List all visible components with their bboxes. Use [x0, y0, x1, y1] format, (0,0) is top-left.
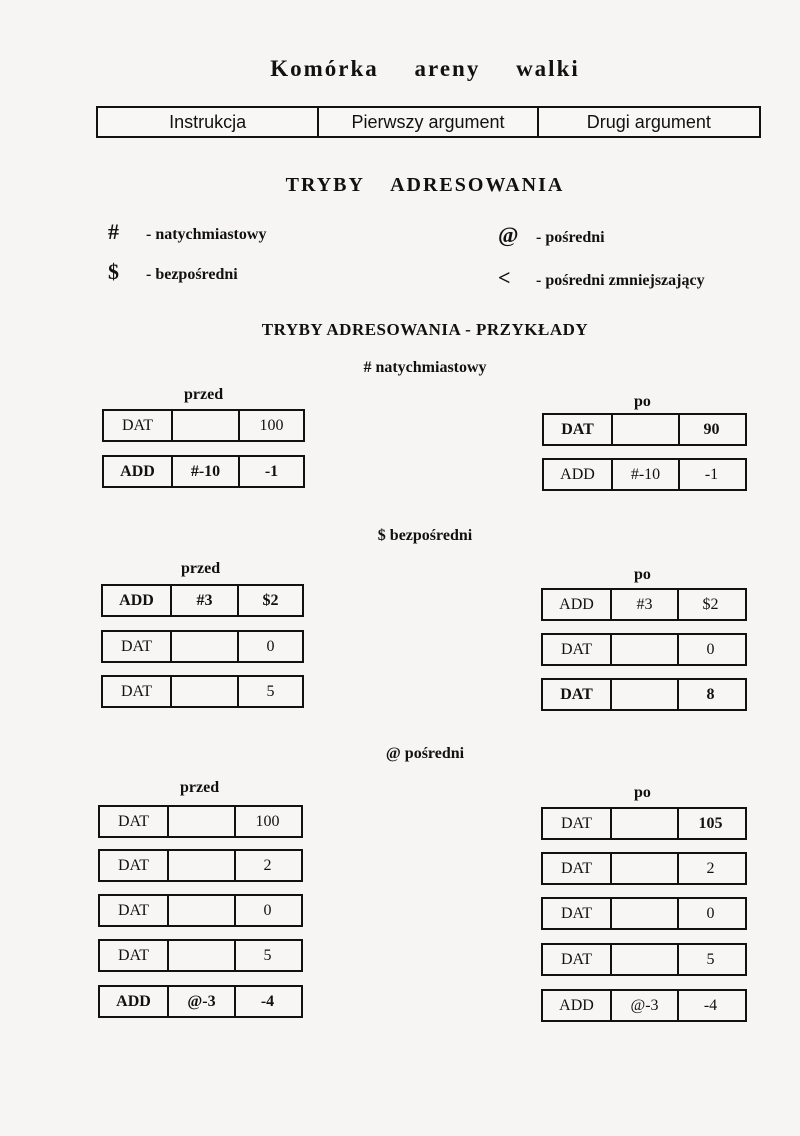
table-row: [541, 633, 747, 666]
first-argument-cell: [612, 680, 679, 709]
first-argument-cell: [612, 899, 679, 928]
instruction-cell: ADD: [100, 987, 169, 1016]
second-argument-cell: -1: [264, 462, 279, 480]
table-row: [541, 897, 747, 930]
second-argument-cell: -4: [703, 996, 718, 1014]
hash-symbol: #: [108, 219, 119, 244]
instruction-cell: DAT: [543, 809, 612, 838]
instruction-cell: ADD: [103, 586, 172, 615]
header-cell-instruction: Instrukcja: [98, 108, 319, 136]
first-argument-cell: #3: [172, 586, 239, 615]
second-argument-cell: $2: [262, 591, 279, 609]
legend-indirect: [498, 222, 605, 248]
table-row: [98, 939, 303, 972]
instruction-cell: ADD: [543, 991, 612, 1020]
second-argument-cell: 0: [706, 640, 715, 658]
table-row: [98, 805, 303, 838]
instruction-cell: ADD: [543, 590, 612, 619]
first-argument-cell: [613, 415, 680, 444]
second-argument-cell: $2: [702, 595, 719, 613]
instruction-cell: DAT: [100, 807, 169, 836]
second-argument-cell: 100: [259, 416, 284, 434]
first-argument-cell: [172, 632, 239, 661]
dollar-symbol: $: [108, 259, 119, 284]
second-argument-cell: 0: [706, 904, 715, 922]
first-argument-cell: #-10: [613, 460, 680, 489]
second-argument-cell: 5: [706, 950, 715, 968]
table-row: [102, 409, 305, 442]
instruction-cell: DAT: [103, 677, 172, 706]
table-row: [541, 807, 747, 840]
second-argument-cell: 5: [263, 946, 272, 964]
section-direct-title: $ bezpośredni: [377, 527, 473, 544]
instruction-cell: DAT: [543, 945, 612, 974]
less-than-symbol: <: [498, 265, 511, 290]
page-title: Komórka areny walki: [270, 56, 580, 81]
first-argument-cell: [173, 411, 240, 440]
table-row: [541, 588, 747, 621]
first-argument-cell: #3: [612, 590, 679, 619]
table-row: [98, 894, 303, 927]
first-argument-cell: [612, 635, 679, 664]
table-row: [541, 989, 747, 1022]
first-argument-cell: #-10: [173, 457, 240, 486]
modes-heading: TRYBY ADRESOWANIA: [285, 174, 565, 196]
legend-immediate: [108, 219, 266, 245]
table-row: [101, 630, 304, 663]
table-row: [541, 943, 747, 976]
second-argument-cell: -1: [704, 465, 719, 483]
section-indirect-before-label: przed: [180, 779, 220, 796]
instruction-cell: ADD: [544, 460, 613, 489]
cell-structure-box: [96, 106, 761, 138]
first-argument-cell: @-3: [612, 991, 679, 1020]
instruction-cell: DAT: [544, 415, 613, 444]
first-argument-cell: [612, 854, 679, 883]
instruction-cell: DAT: [100, 941, 169, 970]
table-row: [98, 849, 303, 882]
legend-indirect-decrement: [498, 265, 705, 291]
second-argument-cell: 105: [698, 814, 723, 832]
section-immediate-after-label: po: [634, 393, 651, 410]
second-argument-cell: 8: [706, 685, 715, 703]
first-argument-cell: [172, 677, 239, 706]
header-cell-second-argument: Drugi argument: [586, 111, 711, 132]
first-argument-cell: @-3: [169, 987, 236, 1016]
legend-immediate-desc: - natychmiastowy: [146, 226, 267, 243]
table-row: [541, 852, 747, 885]
instruction-cell: DAT: [543, 899, 612, 928]
instruction-cell: DAT: [543, 635, 612, 664]
second-argument-cell: 5: [266, 682, 275, 700]
instruction-cell: DAT: [104, 411, 173, 440]
section-indirect-after-label: po: [634, 784, 651, 801]
first-argument-cell: [612, 809, 679, 838]
table-row: [542, 413, 747, 446]
instruction-cell: DAT: [103, 632, 172, 661]
second-argument-cell: -4: [260, 992, 275, 1010]
table-row: [98, 985, 303, 1018]
table-row: [542, 458, 747, 491]
first-argument-cell: [612, 945, 679, 974]
examples-heading: TRYBY ADRESOWANIA - PRZYKŁADY: [261, 320, 589, 339]
first-argument-cell: [169, 896, 236, 925]
second-argument-cell: 2: [263, 856, 272, 874]
section-indirect-title: @ pośredni: [385, 745, 465, 762]
instruction-cell: DAT: [543, 854, 612, 883]
second-argument-cell: 2: [706, 859, 715, 877]
second-argument-cell: 0: [263, 901, 272, 919]
legend-indirect-decrement-desc: - pośredni zmniejszający: [536, 272, 705, 289]
second-argument-cell: 0: [266, 637, 275, 655]
second-argument-cell: 100: [255, 812, 280, 830]
section-direct-after-label: po: [634, 566, 651, 583]
at-symbol: @: [498, 222, 519, 247]
instruction-cell: ADD: [104, 457, 173, 486]
first-argument-cell: [169, 851, 236, 880]
second-argument-cell: 90: [703, 420, 720, 438]
instruction-cell: DAT: [100, 896, 169, 925]
section-immediate-title: # natychmiastowy: [363, 359, 487, 376]
instruction-cell: DAT: [543, 680, 612, 709]
section-direct-before-label: przed: [181, 560, 221, 577]
legend-direct: [108, 259, 238, 285]
section-immediate-before-label: przed: [184, 386, 224, 403]
first-argument-cell: [169, 941, 236, 970]
first-argument-cell: [169, 807, 236, 836]
table-row: [541, 678, 747, 711]
table-row: [101, 675, 304, 708]
table-row: [101, 584, 304, 617]
legend-direct-desc: - bezpośredni: [146, 266, 238, 283]
header-cell-first-argument: Pierwszy argument: [319, 108, 538, 136]
instruction-cell: DAT: [100, 851, 169, 880]
table-row: [102, 455, 305, 488]
legend-indirect-desc: - pośredni: [536, 229, 605, 246]
